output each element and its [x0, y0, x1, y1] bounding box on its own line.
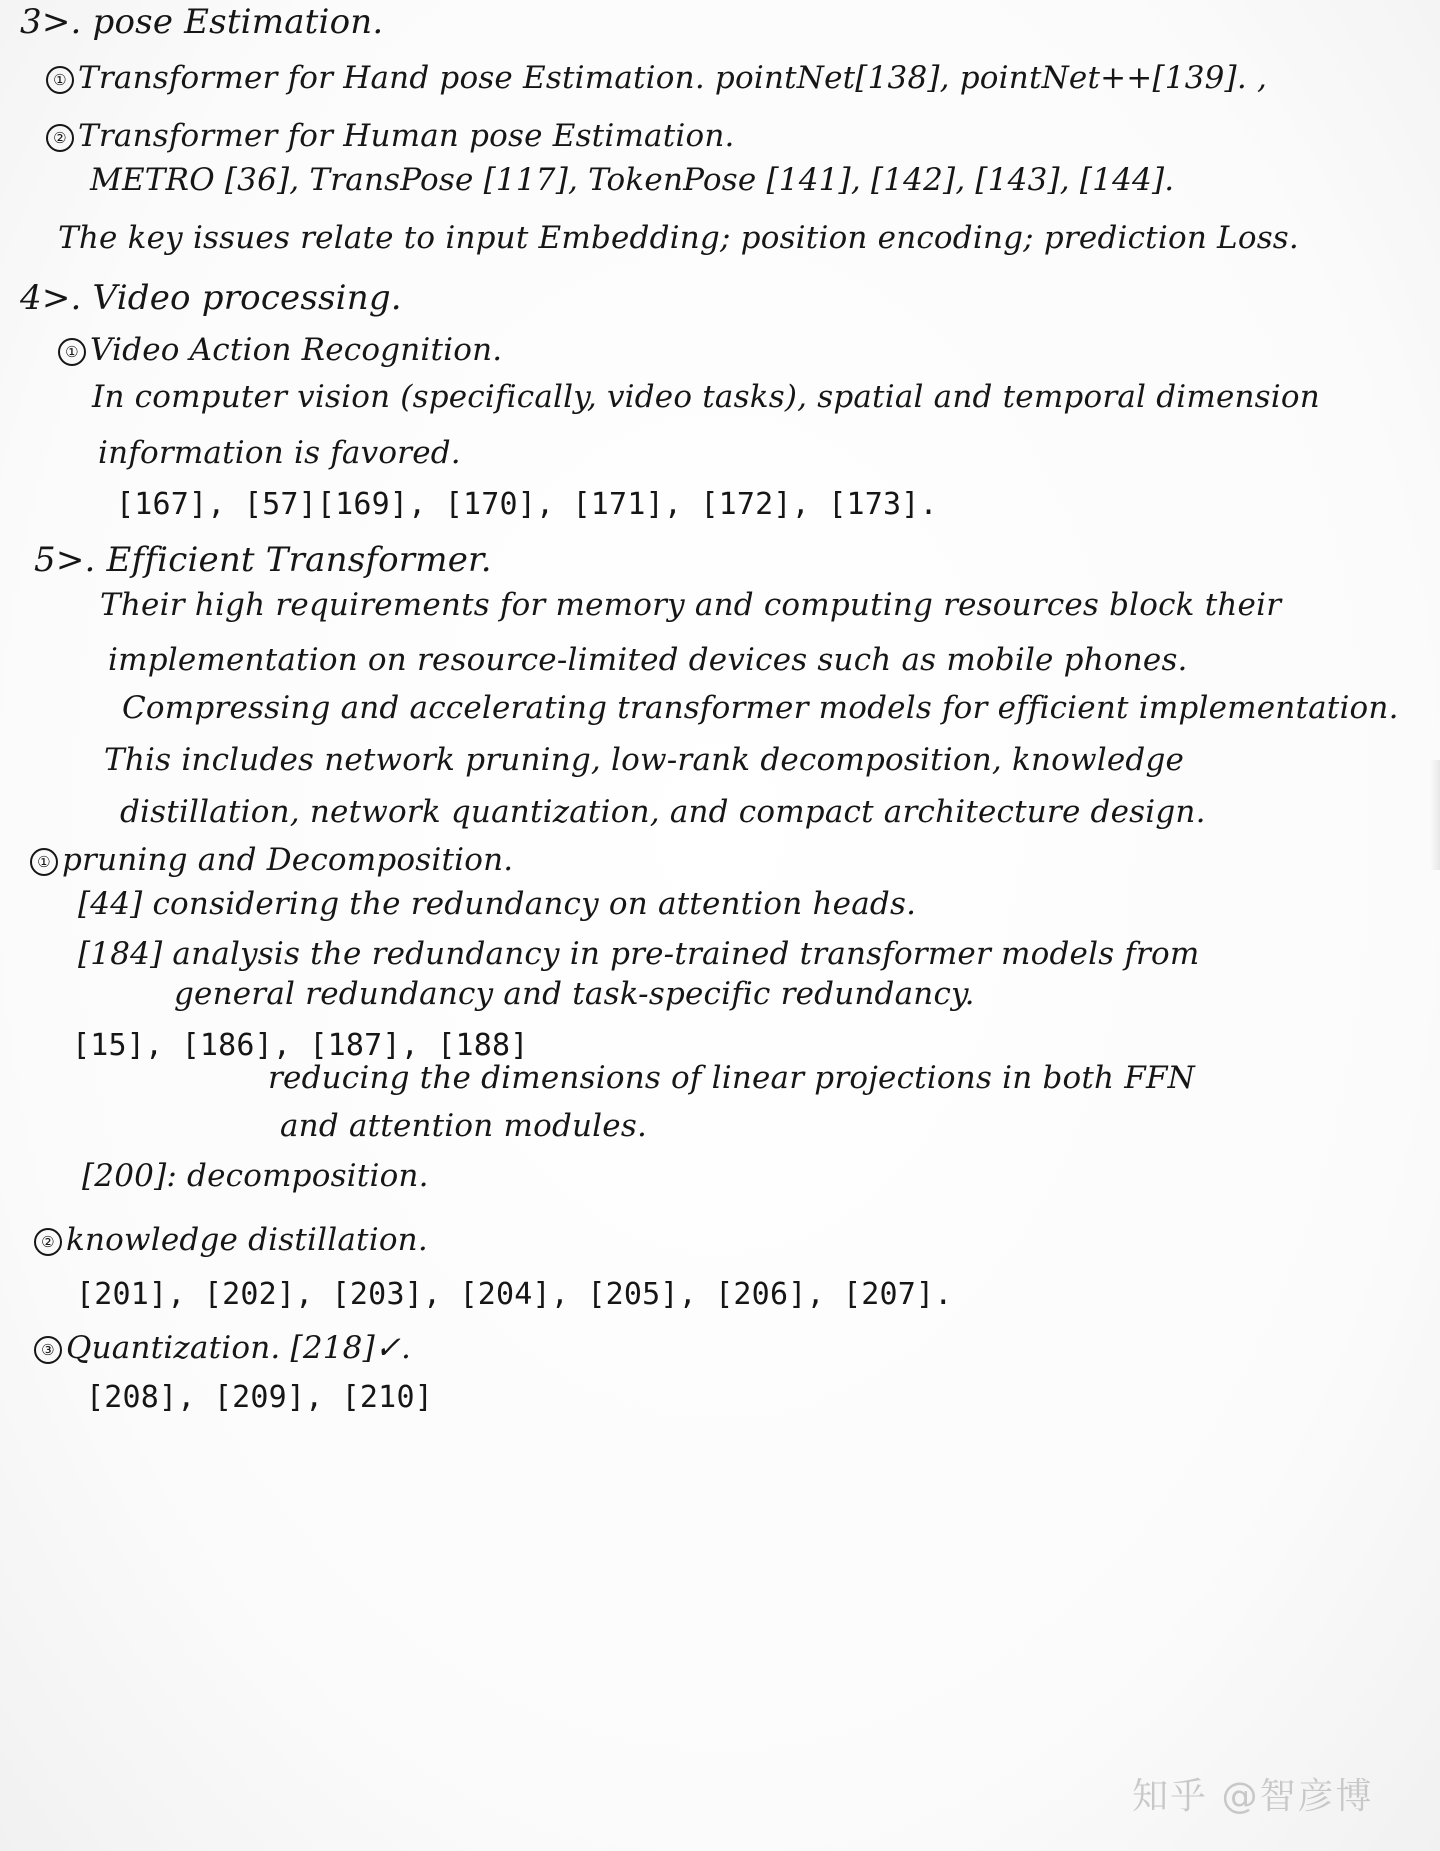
circled-number-2: ②	[34, 1228, 62, 1256]
pruning-heading	[30, 840, 513, 880]
pruning-ref-184-line-1: [184] analysis the redundancy in pre-trained transformer models from	[78, 936, 1200, 972]
circled-number-1: ①	[46, 66, 74, 94]
section-5-line-3: Compressing and accelerating transformer models for efficient implementation.	[122, 690, 1399, 726]
section-4-line-2: information is favored.	[98, 435, 461, 471]
circled-number-1: ①	[30, 848, 58, 876]
section-4-line-1: In computer vision (specifically, video tasks), spatial and temporal dimension	[92, 379, 1320, 415]
section-3-item-1	[46, 58, 1267, 98]
zhihu-watermark: 知乎 @智彦博	[1132, 1776, 1374, 1817]
circled-number-3: ③	[34, 1336, 62, 1364]
section-3-key-issues: The key issues relate to input Embedding; position encoding; prediction Loss.	[58, 220, 1299, 256]
section-4-item-1-text: Video Action Recognition.	[90, 332, 503, 368]
section-3-item-2	[46, 116, 735, 156]
quantization-heading	[34, 1328, 411, 1368]
section-3-item-1-text: Transformer for Hand pose Estimation. pointNet[138], pointNet++[139]. ,	[78, 60, 1268, 96]
section-5-line-4: This includes network pruning, low-rank decomposition, knowledge	[104, 742, 1185, 778]
pruning-ref-44: [44] considering the redundancy on attention heads.	[78, 886, 917, 922]
circled-number-2: ②	[46, 124, 74, 152]
pruning-linear-line-2: and attention modules.	[280, 1108, 648, 1144]
distillation-heading	[34, 1220, 428, 1260]
circled-number-1: ①	[58, 338, 86, 366]
distillation-refs: [201], [202], [203], [204], [205], [206], [207].	[76, 1277, 953, 1312]
decomposition-ref: [200]: decomposition.	[82, 1158, 429, 1194]
quantization-title: Quantization. [218]✓.	[66, 1330, 412, 1366]
pruning-ref-184-line-2: general redundancy and task-specific redundancy.	[174, 976, 975, 1012]
section-3-refs: METRO [36], TransPose [117], TokenPose [141], [142], [143], [144].	[90, 162, 1175, 198]
pruning-refs-group: [15], [186], [187], [188]	[72, 1028, 529, 1063]
pruning-title: pruning and Decomposition.	[62, 842, 514, 878]
section-4-title: 4>. Video processing.	[20, 278, 402, 318]
section-3-item-2-text: Transformer for Human pose Estimation.	[78, 118, 735, 154]
page-edge-shadow	[1430, 760, 1440, 870]
section-5-title: 5>. Efficient Transformer.	[34, 540, 492, 580]
distillation-title: knowledge distillation.	[66, 1222, 428, 1258]
section-5-line-5: distillation, network quantization, and compact architecture design.	[120, 794, 1206, 830]
pruning-linear-line-1: reducing the dimensions of linear projections in both FFN	[268, 1060, 1195, 1096]
section-5-line-1: Their high requirements for memory and computing resources block their	[100, 587, 1282, 623]
section-5-line-2: implementation on resource-limited devices such as mobile phones.	[108, 642, 1188, 678]
section-4-item-1	[58, 330, 502, 370]
section-3-title: 3>. pose Estimation.	[20, 2, 384, 42]
section-4-refs: [167], [57][169], [170], [171], [172], [173].	[116, 487, 938, 522]
quantization-refs: [208], [209], [210]	[86, 1380, 433, 1415]
